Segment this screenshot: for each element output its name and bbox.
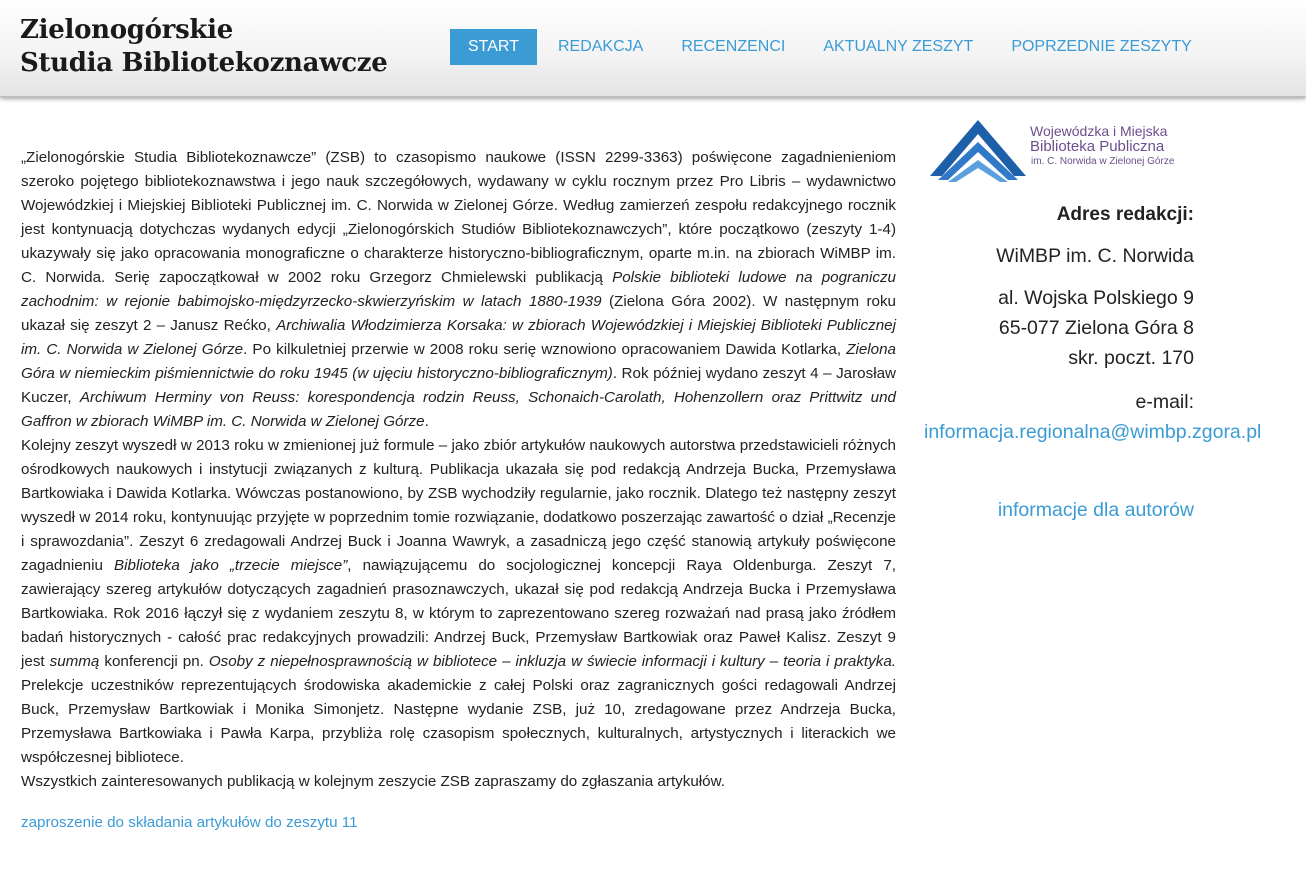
site-header bbox=[0, 0, 1306, 97]
call-for-papers-text: Wszystkich zainteresowanych publikacją w kolejnym zeszycie ZSB zapraszamy do zgłaszania artykułów. bbox=[21, 773, 725, 790]
italic-title-p2-1: Biblioteka jako „trzecie miejsce” bbox=[114, 557, 348, 574]
email-label: e-mail: bbox=[1135, 391, 1194, 413]
italic-title-p1-7: Archiwum Herminy von Reuss: korespondencja rodzin Reuss, Schonaich-Carolath, Hohenzollern oraz Prittwitz und Gaffron w zbiorach WiMBP im. C. Norwida w Zielonej Górze bbox=[21, 389, 896, 430]
text-segment-p2-2: , nawiązującemu do socjologicznej koncepcji Raya Oldenburga. Zeszyt 7, zawierający szereg artykułów dotyczących zagadnień prasoznawczych, ukazał się pod redakcją Andrzeja Bucka i Przemysława Bartkowiaka. Rok 2016 łączył się z wydaniem zeszytu 8, w którym to zaprezentowano szereg rozważań nad prasą jako źródłem badań historycznych - całość prac redakcyjnych prowadzili: Andrzej Buck, Przemysław Bartkowiak oraz Paweł Kalisz. Zeszyt 9 jest bbox=[21, 557, 896, 670]
text-segment-p1-0: „Zielonogórskie Studia Bibliotekoznawcze” (ZSB) to czasopismo naukowe (ISSN 2299-3363) poświęcone zagadnienieniom szeroko pojętego bibliotekoznawstwa i jego nauk szczegółowych, wydawany w cyklu rocznym przez Pro Libris – wydawnictwo Wojewódzkiej i Miejskiej Biblioteki Publicznej im. C. Norwida w Zielonej Górze. Według zamierzeń zespołu redakcyjnego rocznik jest kontynuacją dotychczas wydanych edycji „Zielonogórskich Studiów Bibliotekoznawczych”, które początkowo (zeszyty 1-4) ukazywały się jako opracowania monograficzne o charakterze historyczno-bibliograficznym, oparte m.in. na zbiorach WiMBP im. C. Norwida. Serię zapoczątkował w 2002 roku Grzegorz Chmielewski publikacją bbox=[21, 149, 896, 286]
site-title-line2: Studia Bibliotekoznawcze bbox=[20, 48, 388, 78]
nav-start[interactable]: START bbox=[450, 29, 537, 65]
intro-paragraph bbox=[21, 146, 896, 434]
text-segment-p1-8: . bbox=[424, 413, 429, 430]
italic-title-p1-3: Archiwalia Włodzimierza Korsaka: w zbiorach Wojewódzkiej i Miejskiej Biblioteki Publicznej im. C. Norwida w Zielonej Górze bbox=[21, 317, 896, 358]
main-content bbox=[21, 146, 896, 835]
site-title[interactable] bbox=[20, 14, 388, 80]
invitation-link[interactable]: zaproszenie do składania artykułów do zeszytu 11 bbox=[21, 814, 358, 831]
text-segment-p2-0: Kolejny zeszyt wyszedł w 2013 roku w zmienionej już formule – jako zbiór artykułów naukowych autorstwa przedstawicieli różnych ośrodkowych naukowych i instytucji związanych z kulturą. Publikacja ukazała się pod redakcją Andrzeja Bucka, Przemysława Bartkowiaka i Dawida Kotlarka. Wówczas postanowiono, by ZSB wychodziły regularnie, jako rocznik. Dlatego też następny zeszyt wyszedł w 2014 roku, kontynuując przyjęte w poprzednim tomie rozwiązanie, dodatkowo poszerzając zawartość o dział „Recenzje i sprawozdania”. Zeszyt 6 zredagowali Andrzej Buck i Joanna Wawryk, a zasadniczą jego część stanowią artykuły poświęcone zagadnieniu bbox=[21, 437, 896, 574]
italic-title-p1-5: Zielona Góra w niemieckim piśmiennictwie do roku 1945 (w ujęciu historyczno-bibliograficznym) bbox=[21, 341, 896, 382]
italic-title-p2-5: Osoby z niepełnosprawnością w bibliotece – inkluzja w świecie informacji i kultury – teoria i praktyka. bbox=[208, 653, 897, 670]
logo-line1: Wojewódzka i Miejska bbox=[1030, 123, 1168, 139]
library-logo[interactable] bbox=[928, 118, 1190, 184]
address-pobox: skr. poczt. 170 bbox=[1068, 347, 1194, 369]
italic-title-p2-3: summą bbox=[49, 653, 100, 670]
text-segment-p1-6: . Rok później wydano zeszyt 4 – Jarosław Kuczer, bbox=[21, 365, 896, 406]
text-segment-p1-4: . Po kilkuletniej przerwie w 2008 roku serię wznowiono opracowaniem Dawida Kotlarka, bbox=[243, 341, 847, 358]
address-street: al. Wojska Polskiego 9 bbox=[998, 287, 1194, 309]
logo-line3: im. C. Norwida w Zielonej Górze bbox=[1031, 156, 1175, 167]
text-segment-p2-6: Prelekcje uczestników reprezentujących środowiska akademickie z całej Polski oraz zagranicznych gości redagowali Andrzej Buck, Przemysław Bartkowiak i Monika Simonjetz. Następne wydanie ZSB, już 10, zredagowane przez Andrzeja Bucka, Przemysława Bartkowiaka i Pawła Karpa, przybliża rolę czasopism społecznych, kulturalnych, artystycznych i literackich we współczesnej bibliotece. bbox=[21, 677, 896, 766]
nav-poprzednie-zeszyty[interactable]: POPRZEDNIE ZESZYTY bbox=[1011, 38, 1192, 55]
history-paragraph bbox=[21, 434, 896, 770]
text-segment-p2-4: konferencji pn. bbox=[99, 653, 209, 670]
italic-title-p1-1: Polskie biblioteki ludowe na pograniczu zachodnim: w rejonie babimojsko-międzyrzecko-skwierzyńskim w latach 1880-1939 bbox=[21, 269, 896, 310]
text-segment-p1-2: (Zielona Góra 2002). W następnym roku ukazał się zeszyt 2 – Janusz Rećko, bbox=[21, 293, 897, 334]
address-heading: Adres redakcji: bbox=[1056, 204, 1194, 225]
site-title-line1: Zielonogórskie bbox=[20, 15, 233, 45]
nav-recenzenci[interactable]: RECENZENCI bbox=[681, 38, 786, 55]
nav-aktualny-zeszyt[interactable]: AKTUALNY ZESZYT bbox=[823, 38, 974, 55]
authors-info-link[interactable]: informacje dla autorów bbox=[997, 499, 1194, 521]
logo-line2: Biblioteka Publiczna bbox=[1030, 138, 1165, 155]
main-nav bbox=[450, 29, 1210, 65]
library-logo-icon bbox=[928, 118, 1028, 184]
address-city: 65-077 Zielona Góra 8 bbox=[998, 317, 1194, 339]
address-org: WiMBP im. C. Norwida bbox=[996, 245, 1194, 267]
nav-redakcja[interactable]: REDAKCJA bbox=[557, 38, 644, 55]
email-link[interactable]: informacja.regionalna@wimbp.zgora.pl bbox=[924, 421, 1262, 443]
